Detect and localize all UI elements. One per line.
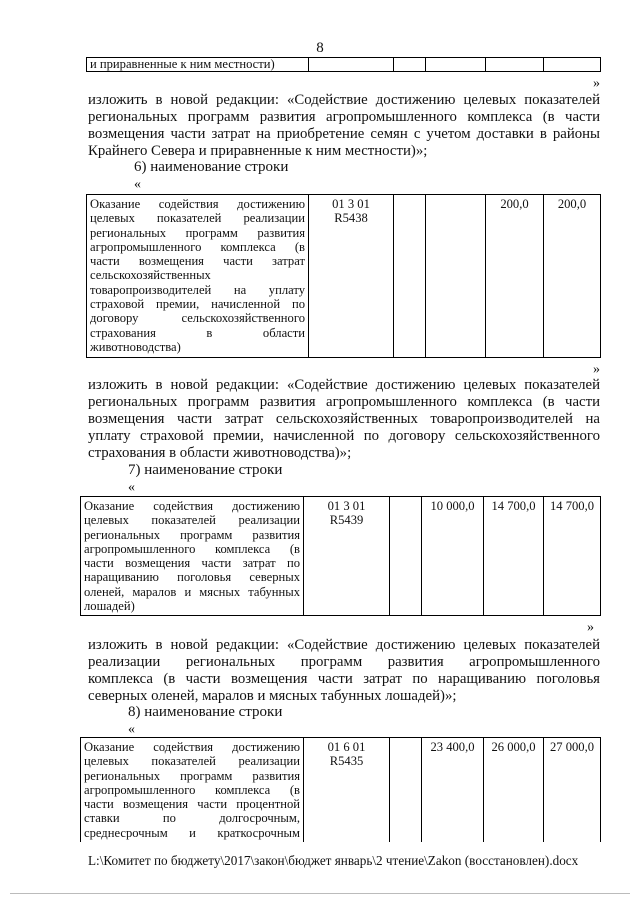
table-row <box>87 58 601 72</box>
text-line: возмещения части затрат сельскохозяйственных товаропроизводителей на <box>88 411 600 427</box>
text-line: уплату страховой премии, начисленной по договору сельскохозяйственного <box>88 428 600 444</box>
value-cell <box>426 58 486 72</box>
open-quote: « <box>134 177 141 192</box>
page-number: 8 <box>316 40 324 56</box>
text-line: возмещения части затрат на приобретение семян с учетом доставки в районы <box>88 126 600 142</box>
row-name-cell <box>87 58 309 72</box>
text-line: Крайнего Севера и приравненные к ним местности)»; <box>88 143 428 159</box>
row-name-line: Оказание содействия достижению <box>90 197 305 211</box>
row-name-line: части возмещения части затрат по <box>84 556 300 571</box>
close-quote: » <box>593 76 600 91</box>
row-name-cell <box>81 497 304 616</box>
col6-cell: 14 700,0 <box>544 497 601 616</box>
code-part-2: R5435 <box>329 754 364 769</box>
table-row <box>87 195 601 358</box>
code-cell <box>304 738 390 843</box>
col5-cell: 200,0 <box>486 195 544 358</box>
row-name-text: и приравненные к ним местности) <box>90 57 275 71</box>
row-name-line: региональных программ развития <box>90 225 305 240</box>
row-name-line: животноводства) <box>90 339 181 354</box>
col5-cell: 26 000,0 <box>484 738 544 843</box>
open-quote: « <box>128 480 135 495</box>
budget-table-row-7 <box>80 496 601 616</box>
row-name-line: региональных программ развития <box>84 527 300 542</box>
text-line: изложить в новой редакции: «Содействие достижению целевых показателей <box>88 377 600 393</box>
row-name-line: договору сельскохозяйственного <box>90 311 305 326</box>
page-edge-divider <box>10 893 630 894</box>
row-name-line: Оказание содействия достижению <box>84 740 300 754</box>
close-quote: » <box>587 620 594 635</box>
col4-cell: 23 400,0 <box>422 738 484 843</box>
code-part-1: 01 3 01 <box>332 197 370 211</box>
row-name-line: страховой премии, начисленной по <box>90 297 305 312</box>
row-name-line: ставки по долгосрочным, <box>84 811 300 826</box>
row-name-line: оленей, маралов и мясных табунных <box>84 584 300 599</box>
row-name-line: Оказание содействия достижению <box>84 499 300 513</box>
row-name-line: лошадей) <box>84 599 135 614</box>
code-cell <box>304 497 390 616</box>
close-quote: » <box>593 362 600 377</box>
text-line: реализации региональных программ развития агропромышленного <box>88 654 600 670</box>
value-cell <box>544 58 601 72</box>
code-part-1: 01 3 01 <box>327 499 366 513</box>
col3-cell <box>390 738 422 843</box>
col4-cell: 10 000,0 <box>422 497 484 616</box>
row-name-line: агропромышленного комплекса (в <box>84 541 300 556</box>
budget-table-row-6 <box>86 194 601 358</box>
code-cell <box>309 195 394 358</box>
col3-cell <box>390 497 422 616</box>
text-line: северных оленей, маралов и мясных табунных лошадей)»; <box>88 688 457 704</box>
col5-cell: 14 700,0 <box>484 497 544 616</box>
paragraph-3 <box>88 637 600 705</box>
row-name-cell <box>81 738 304 843</box>
row-name-line: товаропроизводителей на уплату <box>90 282 305 297</box>
budget-table-fragment <box>86 57 601 72</box>
row-name-line: наращиванию поголовья северных <box>84 570 300 585</box>
text-line: комплекса (в части возмещения части затрат по наращиванию поголовья <box>88 671 600 687</box>
item-7-heading: 7) наименование строки <box>128 462 283 478</box>
col6-cell: 200,0 <box>544 195 601 358</box>
row-name-line: региональных программ развития <box>84 768 300 783</box>
text-line: изложить в новой редакции: «Содействие достижению целевых показателей <box>88 637 600 653</box>
text-line: региональных программ развития агропромышленного комплекса (в части <box>88 394 600 410</box>
col4-cell <box>426 195 486 358</box>
item-8-heading: 8) наименование строки <box>128 704 283 720</box>
text-line: страхования в области животноводства)»; <box>88 445 352 461</box>
table-row <box>81 497 601 616</box>
row-name-line: среднесрочным и краткосрочным <box>84 825 300 840</box>
footer-file-path: L:\Комитет по бюджету\2017\закон\бюджет январь\2 чтение\Zakon (восстановлен).docx <box>88 853 579 868</box>
row-name-line: части возмещения части затрат <box>90 254 305 269</box>
col6-cell: 27 000,0 <box>544 738 601 843</box>
paragraph-1 <box>88 92 600 160</box>
budget-table-row-8 <box>80 737 601 842</box>
item-6-heading: 6) наименование строки <box>134 159 289 175</box>
row-name-line: страхования в области <box>90 325 305 340</box>
open-quote: « <box>128 722 135 737</box>
table-row <box>81 738 601 843</box>
row-name-line: целевых показателей реализации <box>84 513 300 528</box>
empty-cell <box>394 58 426 72</box>
paragraph-2 <box>88 377 600 462</box>
col3-cell <box>394 195 426 358</box>
row-name-cell <box>87 195 309 358</box>
code-part-2: R5439 <box>329 513 364 528</box>
code-cell <box>309 58 394 72</box>
row-name-line: агропромышленного комплекса (в <box>84 782 300 797</box>
code-part-1: 01 6 01 <box>327 740 366 754</box>
text-line: изложить в новой редакции: «Содействие достижению целевых показателей <box>88 92 600 108</box>
text-line: региональных программ развития агропромышленного комплекса (в части <box>88 109 600 125</box>
row-name-line: целевых показателей реализации <box>84 754 300 769</box>
code-part-2: R5438 <box>334 211 368 226</box>
row-name-line: части возмещения части процентной <box>84 797 300 812</box>
row-name-line: целевых показателей реализации <box>90 211 305 226</box>
row-name-line: агропромышленного комплекса (в <box>90 239 305 254</box>
row-name-line: сельскохозяйственных <box>90 268 211 283</box>
value-cell <box>486 58 544 72</box>
